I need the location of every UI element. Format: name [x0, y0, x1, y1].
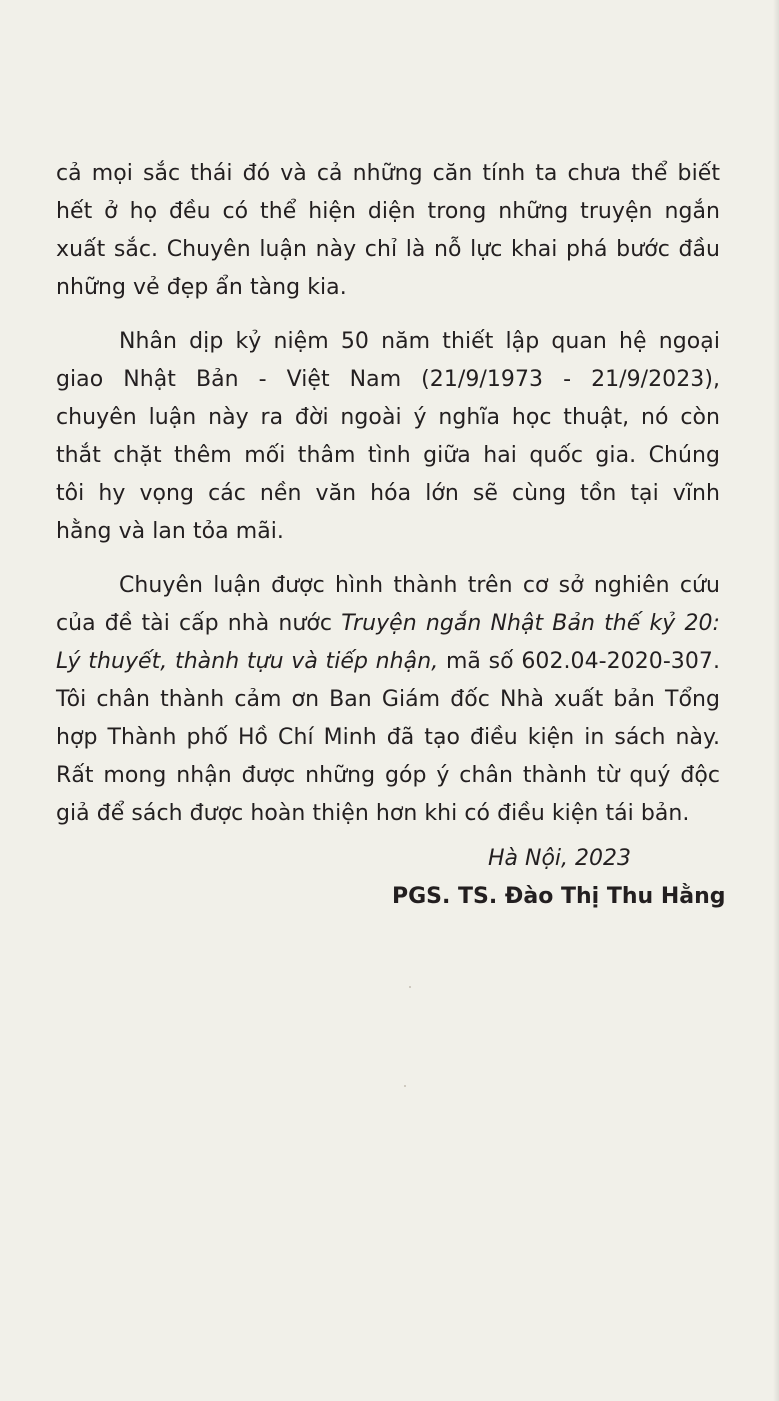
project-code: mã số 602.04-2020-307. — [438, 649, 720, 674]
book-title-italic: Truyện ngắn Nhật Bản thế kỷ 20: — [341, 611, 720, 636]
paragraph-1 — [56, 155, 720, 307]
paragraph-2 — [56, 323, 720, 551]
paragraph-line: hằng và lan tỏa mãi. — [56, 519, 284, 544]
paper-speck — [409, 986, 411, 988]
body-text — [56, 155, 720, 849]
paragraph-line-with-title — [56, 643, 720, 681]
paragraph-line: giả để sách được hoàn thiện hơn khi có điều kiện tái bản. — [56, 801, 690, 826]
paragraph-line: Chuyên luận được hình thành trên cơ sở nghiên cứu — [119, 573, 720, 598]
paragraph-text: của đề tài cấp nhà nước — [56, 611, 342, 636]
paper-speck — [404, 1085, 406, 1087]
paragraph-line: tôi hy vọng các nền văn hóa lớn sẽ cùng tồn tại vĩnh — [56, 481, 720, 506]
paragraph-line: những vẻ đẹp ẩn tàng kia. — [56, 275, 347, 300]
paragraph-line: hết ở họ đều có thể hiện diện trong những truyện ngắn — [56, 199, 720, 224]
paragraph-3 — [56, 567, 720, 833]
paragraph-line: Rất mong nhận được những góp ý chân thành từ quý độc — [56, 763, 720, 788]
paragraph-line: chuyên luận này ra đời ngoài ý nghĩa học thuật, nó còn — [56, 405, 720, 430]
paragraph-line: hợp Thành phố Hồ Chí Minh đã tạo điều kiện in sách này. — [56, 725, 720, 750]
paragraph-line: xuất sắc. Chuyên luận này chỉ là nỗ lực khai phá bước đầu — [56, 237, 720, 262]
place-date: Hà Nội, 2023 — [488, 846, 632, 871]
book-title-italic: Lý thuyết, thành tựu và tiếp nhận, — [56, 649, 439, 674]
paragraph-line: Nhân dịp kỷ niệm 50 năm thiết lập quan hệ ngoại — [119, 329, 720, 354]
page-edge-shadow — [773, 0, 779, 1401]
paragraph-line: thắt chặt thêm mối thâm tình giữa hai quốc gia. Chúng — [56, 443, 720, 468]
paragraph-line: giao Nhật Bản - Việt Nam (21/9/1973 - 21/9/2023), — [56, 367, 720, 392]
paragraph-line: cả mọi sắc thái đó và cả những căn tính ta chưa thể biết — [56, 161, 720, 186]
author-signature: PGS. TS. Đào Thị Thu Hằng — [392, 884, 726, 909]
paragraph-line-with-title — [56, 605, 720, 643]
paragraph-line: Tôi chân thành cảm ơn Ban Giám đốc Nhà xuất bản Tổng — [56, 687, 720, 712]
